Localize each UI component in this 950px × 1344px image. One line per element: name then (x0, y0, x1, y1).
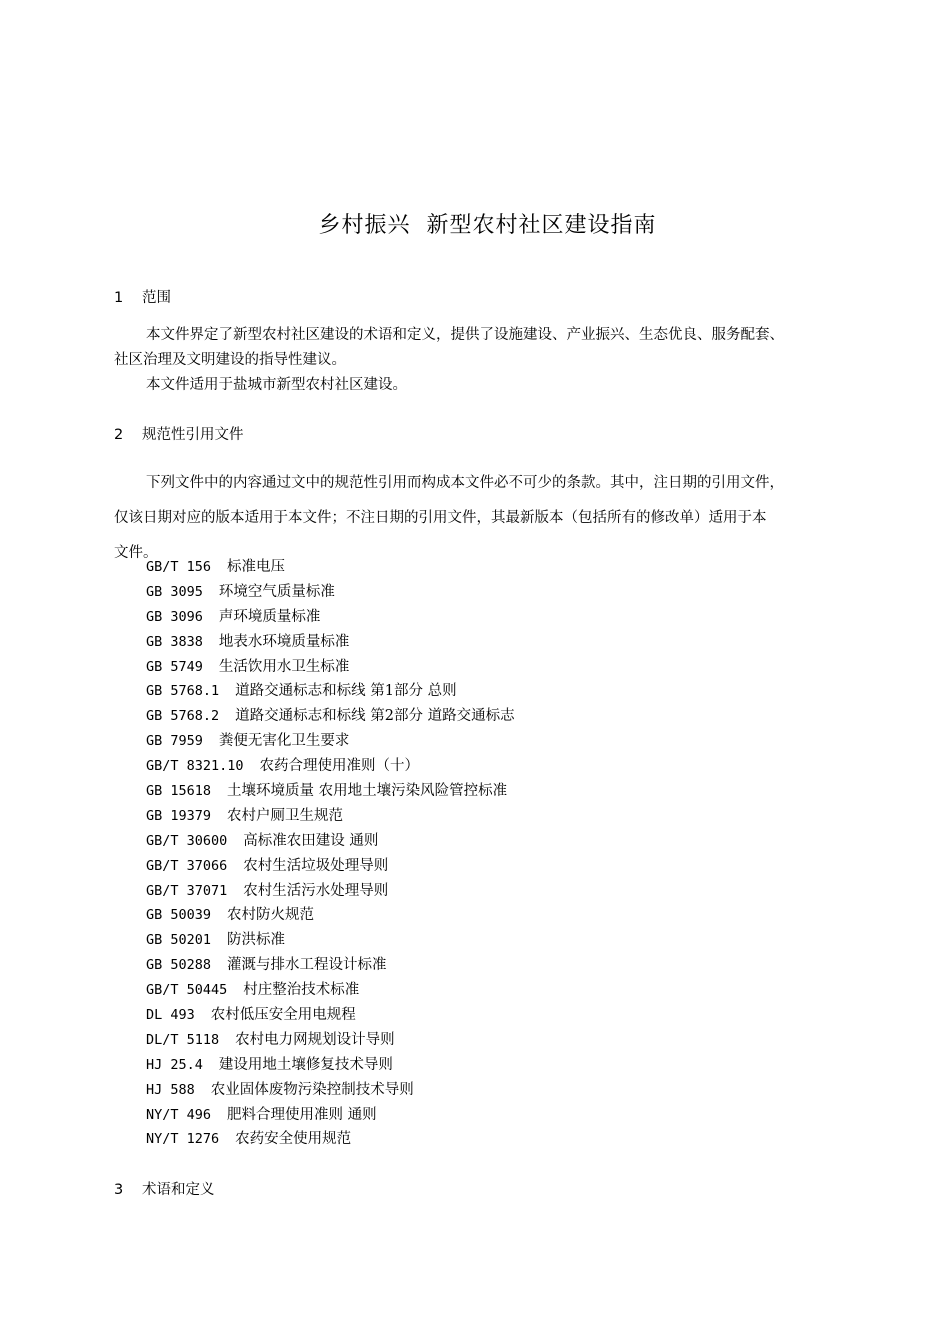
paragraph-line: 社区治理及文明建设的指导性建议。 (114, 352, 346, 368)
reference-item (146, 1028, 515, 1053)
reference-code: GB 3096 (146, 608, 203, 625)
reference-item (146, 605, 515, 630)
reference-item (146, 555, 515, 580)
reference-code: NY/T 1276 (146, 1131, 220, 1148)
reference-item (146, 829, 515, 854)
reference-title: 声环境质量标准 (218, 608, 321, 625)
section-3-number: 3 (114, 1182, 124, 1198)
reference-code: HJ 588 (146, 1081, 195, 1098)
reference-item (146, 1127, 515, 1152)
reference-code: GB 5768.1 (146, 683, 220, 700)
reference-item (146, 779, 515, 804)
reference-item (146, 655, 515, 680)
paragraph-line: 本文件界定了新型农村社区建设的术语和定义，提供了设施建设、产业振兴、生态优良、服务配套、 (146, 327, 784, 343)
section-1-title: 范围 (142, 290, 171, 306)
reference-item (146, 1078, 515, 1103)
section-1-paragraph-2 (114, 373, 862, 398)
reference-title: 环境空气质量标准 (218, 583, 335, 600)
paragraph-line: 本文件适用于盐城市新型农村社区建设。 (146, 377, 407, 393)
reference-code: GB/T 8321.10 (146, 758, 244, 775)
reference-code: GB 19379 (146, 807, 212, 824)
reference-item (146, 754, 515, 779)
reference-item (146, 580, 515, 605)
reference-item (146, 1103, 515, 1128)
reference-title: 建设用地土壤修复技术导则 (218, 1056, 393, 1073)
reference-item (146, 903, 515, 928)
paragraph-line: 仅该日期对应的版本适用于本文件；不注日期的引用文件，其最新版本（包括所有的修改单）适用于本 (114, 510, 767, 526)
reference-code: DL 493 (146, 1007, 195, 1024)
section-2-number: 2 (114, 427, 124, 443)
reference-title: 粪便无害化卫生要求 (218, 733, 350, 750)
paragraph-line: 文件。 (114, 545, 158, 561)
section-1-number: 1 (114, 290, 124, 306)
reference-item (146, 953, 515, 978)
section-1-paragraph-1 (114, 323, 862, 373)
reference-code: GB 15618 (146, 783, 212, 800)
reference-title: 生活饮用水卫生标准 (218, 658, 350, 675)
reference-code: GB 3095 (146, 583, 203, 600)
reference-item (146, 978, 515, 1003)
reference-title: 肥料合理使用准则 通则 (227, 1106, 377, 1123)
reference-item (146, 879, 515, 904)
normative-reference-list (146, 555, 515, 1152)
reference-item (146, 804, 515, 829)
reference-code: GB 5749 (146, 658, 203, 675)
reference-title: 农村生活垃圾处理导则 (243, 857, 389, 874)
reference-item (146, 1053, 515, 1078)
reference-item (146, 729, 515, 754)
reference-title: 农村户厕卫生规范 (227, 807, 344, 824)
section-3-heading (114, 1180, 215, 1200)
reference-title: 土壤环境质量 农用地土壤污染风险管控标准 (227, 783, 508, 800)
reference-item (146, 704, 515, 729)
reference-item (146, 1003, 515, 1028)
reference-title: 农药安全使用规范 (235, 1131, 352, 1148)
reference-title: 道路交通标志和标线 第1部分 总则 (235, 683, 457, 700)
reference-title: 防洪标准 (227, 932, 286, 949)
reference-code: GB 5768.2 (146, 708, 220, 725)
reference-code: DL/T 5118 (146, 1031, 220, 1048)
reference-title: 道路交通标志和标线 第2部分 道路交通标志 (235, 708, 515, 725)
reference-item (146, 854, 515, 879)
section-3-title: 术语和定义 (142, 1182, 215, 1198)
section-2-heading (114, 425, 244, 445)
reference-code: GB 50288 (146, 957, 212, 974)
section-2-title: 规范性引用文件 (142, 427, 244, 443)
reference-code: GB 3838 (146, 633, 203, 650)
reference-title: 灌溉与排水工程设计标准 (227, 957, 387, 974)
reference-code: GB/T 50445 (146, 982, 228, 999)
reference-code: HJ 25.4 (146, 1056, 203, 1073)
reference-code: GB/T 156 (146, 559, 212, 575)
reference-title: 地表水环境质量标准 (218, 633, 350, 650)
reference-title: 标准电压 (227, 559, 286, 575)
section-1-heading (114, 288, 171, 308)
reference-code: GB/T 30600 (146, 832, 228, 849)
reference-code: GB 50201 (146, 932, 212, 949)
reference-code: GB/T 37066 (146, 857, 228, 874)
paragraph-line: 下列文件中的内容通过文中的规范性引用而构成本文件必不可少的条款。其中，注日期的引用文件， (146, 475, 784, 491)
document-title: 乡村振兴 新型农村社区建设指南 (318, 213, 657, 238)
reference-item (146, 630, 515, 655)
reference-code: GB 7959 (146, 733, 203, 750)
reference-item (146, 679, 515, 704)
reference-title: 村庄整治技术标准 (243, 982, 360, 999)
reference-code: GB 50039 (146, 907, 212, 924)
reference-item (146, 928, 515, 953)
reference-code: NY/T 496 (146, 1106, 212, 1123)
reference-title: 农业固体废物污染控制技术导则 (210, 1081, 414, 1098)
reference-title: 农村生活污水处理导则 (243, 882, 389, 899)
reference-title: 高标准农田建设 通则 (243, 832, 379, 849)
reference-code: GB/T 37071 (146, 882, 228, 899)
reference-title: 农村低压安全用电规程 (210, 1007, 356, 1024)
reference-title: 农村电力网规划设计导则 (235, 1031, 395, 1048)
reference-title: 农药合理使用准则（十） (259, 758, 420, 775)
reference-title: 农村防火规范 (227, 907, 315, 924)
